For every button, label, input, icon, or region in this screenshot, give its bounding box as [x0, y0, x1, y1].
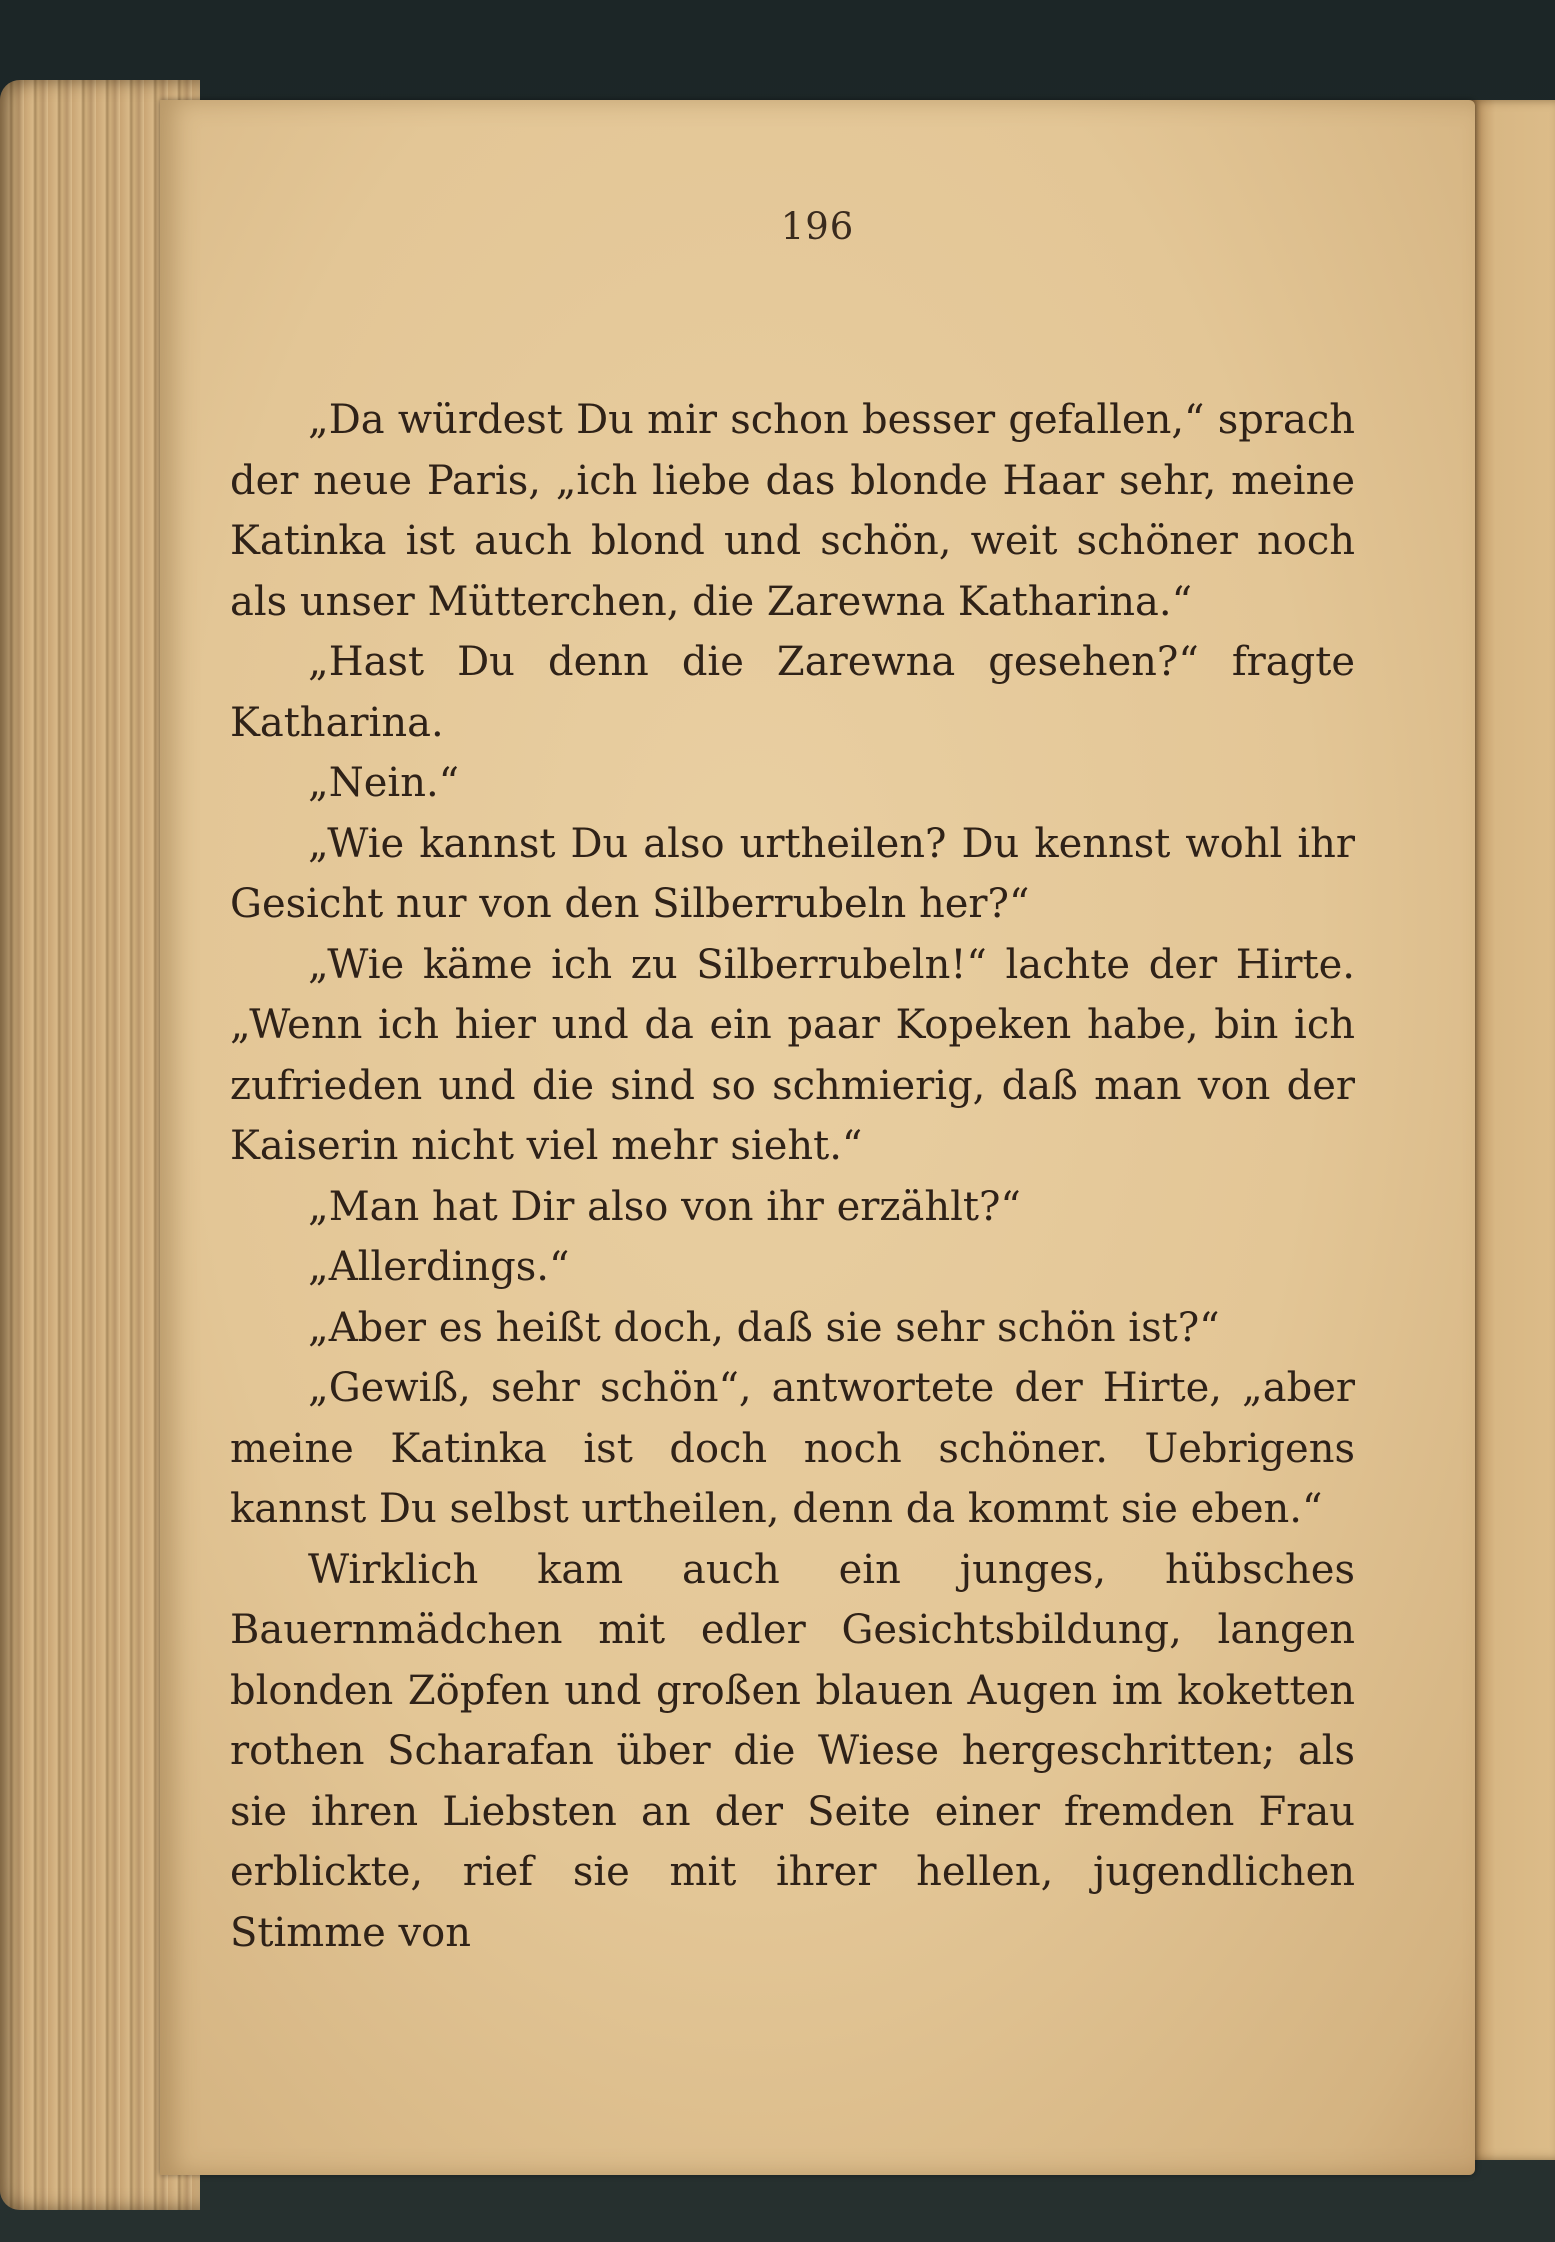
page-number: 196 — [780, 205, 855, 248]
paragraph: „Gewiß, sehr schön“, antwortete der Hirte, „aber meine Katinka ist doch noch schöner. Uebrigens kannst Du selbst urtheilen, denn da kommt sie eben.“ — [230, 1365, 1355, 1532]
adjacent-page-edge — [1470, 100, 1555, 2160]
paragraph: „Wie kannst Du also urtheilen? Du kennst wohl ihr Gesicht nur von den Silberrubeln her?“ — [230, 820, 1355, 927]
paragraph: „Man hat Dir also von ihr erzählt?“ — [308, 1183, 1021, 1230]
paragraph: „Allerdings.“ — [308, 1244, 570, 1290]
paragraph: Wirklich kam auch ein junges, hübsches Bauernmädchen mit edler Gesichtsbildung, langen blonden Zöpfen und großen blauen Augen im koketten rothen Scharafan über die Wiese hergeschritten; als sie ihren Liebsten an der Seite einer fremden Frau erblickte, rief sie mit ihrer hellen, jugendlichen Stimme von — [230, 1546, 1355, 1956]
paragraph: „Aber es heißt doch, daß sie sehr schön ist?“ — [308, 1304, 1220, 1351]
paragraph: „Hast Du denn die Zarewna gesehen?“ fragte Katharina. — [230, 639, 1355, 746]
body-text — [230, 390, 1355, 1963]
paragraph: „Nein.“ — [308, 760, 460, 806]
paragraph: „Da würdest Du mir schon besser gefallen,“ sprach der neue Paris, „ich liebe das blonde Haar sehr, meine Katinka ist auch blond und schön, weit schöner noch als unser Mütterchen, die Zarewna Katharina.“ — [230, 397, 1355, 625]
paragraph: „Wie käme ich zu Silberrubeln!“ lachte der Hirte. „Wenn ich hier und da ein paar Kopeken habe, bin ich zufrieden und die sind so schmierig, daß man von der Kaiserin nicht viel mehr sieht.“ — [230, 941, 1355, 1169]
